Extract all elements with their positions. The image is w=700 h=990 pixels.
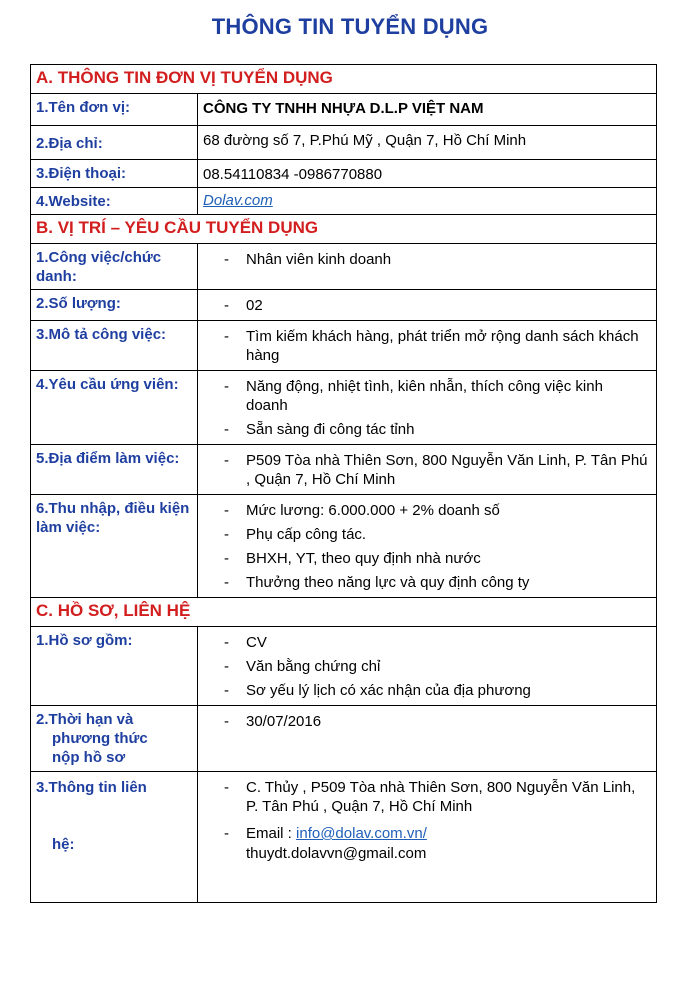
section-b-header-row (31, 215, 657, 244)
table-row (31, 706, 657, 772)
table-row (31, 94, 657, 126)
requirements-list (198, 371, 656, 439)
section-a-header-row (31, 65, 657, 94)
section-c-heading: C. HỒ SƠ, LIÊN HỆ (31, 598, 657, 627)
table-row (31, 321, 657, 371)
email-link[interactable]: info@dolav.com.vn/ (296, 825, 427, 842)
list-item: - Năng động, nhiệt tình, kiên nhẫn, thích công việc kinh doanh (198, 377, 648, 415)
contact-email-item (198, 824, 648, 863)
email-second: thuydt.dolavvn@gmail.com (246, 845, 427, 862)
phone-label: 3.Điện thoại: (31, 160, 198, 188)
table-row (31, 290, 657, 321)
list-item: - Sẵn sàng đi công tác tỉnh (198, 420, 648, 439)
page-title: THÔNG TIN TUYỂN DỤNG (211, 14, 489, 39)
job-title-list (198, 244, 656, 269)
requirements-label: 4.Yêu cầu ứng viên: (31, 371, 198, 445)
contact-address: - C. Thủy , P509 Tòa nhà Thiên Sơn, 800 Nguyễn Văn Linh, P. Tân Phú , Quận 7, Hồ Chí Minh (198, 778, 648, 816)
table-row (31, 445, 657, 495)
deadline-label-line-2: phương thức (52, 730, 148, 747)
contact-label-top: 3.Thông tin liên (36, 779, 147, 796)
list-item: - Văn bằng chứng chỉ (198, 657, 648, 676)
recruitment-table (30, 64, 657, 903)
phone-value: 08.54110834 -0986770880 (198, 160, 657, 188)
table-row (31, 160, 657, 188)
contact-label-bottom: hệ: (52, 836, 75, 853)
section-a-heading: A. THÔNG TIN ĐƠN VỊ TUYỂN DỤNG (31, 65, 657, 94)
list-item: - 02 (198, 296, 648, 315)
job-description-label: 3.Mô tả công việc: (31, 321, 198, 371)
deadline-label-line-3: nộp hồ sơ (52, 749, 126, 766)
deadline-label (31, 706, 198, 772)
documents-list (198, 627, 656, 700)
table-row (31, 126, 657, 160)
list-item: - Sơ yếu lý lịch có xác nhận của địa phương (198, 681, 648, 700)
work-location-list (198, 445, 656, 489)
deadline-list (198, 706, 656, 731)
company-name-label: 1.Tên đơn vị: (31, 94, 198, 126)
table-row (31, 772, 657, 903)
contact-list (198, 772, 656, 863)
quantity-label: 2.Số lượng: (31, 290, 198, 321)
income-label: 6.Thu nhập, điều kiện làm việc: (31, 495, 198, 598)
address-label: 2.Địa chỉ: (31, 126, 198, 160)
list-item: - BHXH, YT, theo quy định nhà nước (198, 549, 648, 568)
list-item: - P509 Tòa nhà Thiên Sơn, 800 Nguyễn Văn Linh, P. Tân Phú , Quận 7, Hồ Chí Minh (198, 451, 648, 489)
table-row (31, 188, 657, 215)
list-item: - Phụ cấp công tác. (198, 525, 648, 544)
documents-label: 1.Hồ sơ gồm: (31, 627, 198, 706)
job-description-list (198, 321, 656, 365)
quantity-list (198, 290, 656, 315)
section-b-heading: B. VỊ TRÍ – YÊU CẦU TUYỂN DỤNG (31, 215, 657, 244)
table-row (31, 244, 657, 290)
table-row (31, 371, 657, 445)
company-name-value: CÔNG TY TNHH NHỰA D.L.P VIỆT NAM (198, 94, 657, 126)
list-item: - Thưởng theo năng lực và quy định công ty (198, 573, 648, 592)
address-value: 68 đường số 7, P.Phú Mỹ , Quận 7, Hồ Chí Minh (198, 126, 657, 160)
table-row (31, 495, 657, 598)
job-title-label: 1.Công việc/chức danh: (31, 244, 198, 290)
contact-label (31, 772, 198, 903)
work-location-label: 5.Địa điểm làm việc: (31, 445, 198, 495)
email-prefix: Email : (246, 825, 297, 842)
website-label: 4.Website: (31, 188, 198, 215)
list-item: - Mức lương: 6.000.000 + 2% doanh số (198, 501, 648, 520)
list-item: - 30/07/2016 (198, 712, 648, 731)
list-item: - CV (198, 633, 648, 652)
income-list (198, 495, 656, 592)
deadline-label-line-1: 2.Thời hạn và (36, 711, 134, 728)
list-item: - Tìm kiếm khách hàng, phát triển mở rộng danh sách khách hàng (198, 327, 648, 365)
table-row (31, 627, 657, 706)
section-c-header-row (31, 598, 657, 627)
list-item: - Nhân viên kinh doanh (198, 250, 648, 269)
website-link[interactable]: Dolav.com (203, 192, 273, 209)
